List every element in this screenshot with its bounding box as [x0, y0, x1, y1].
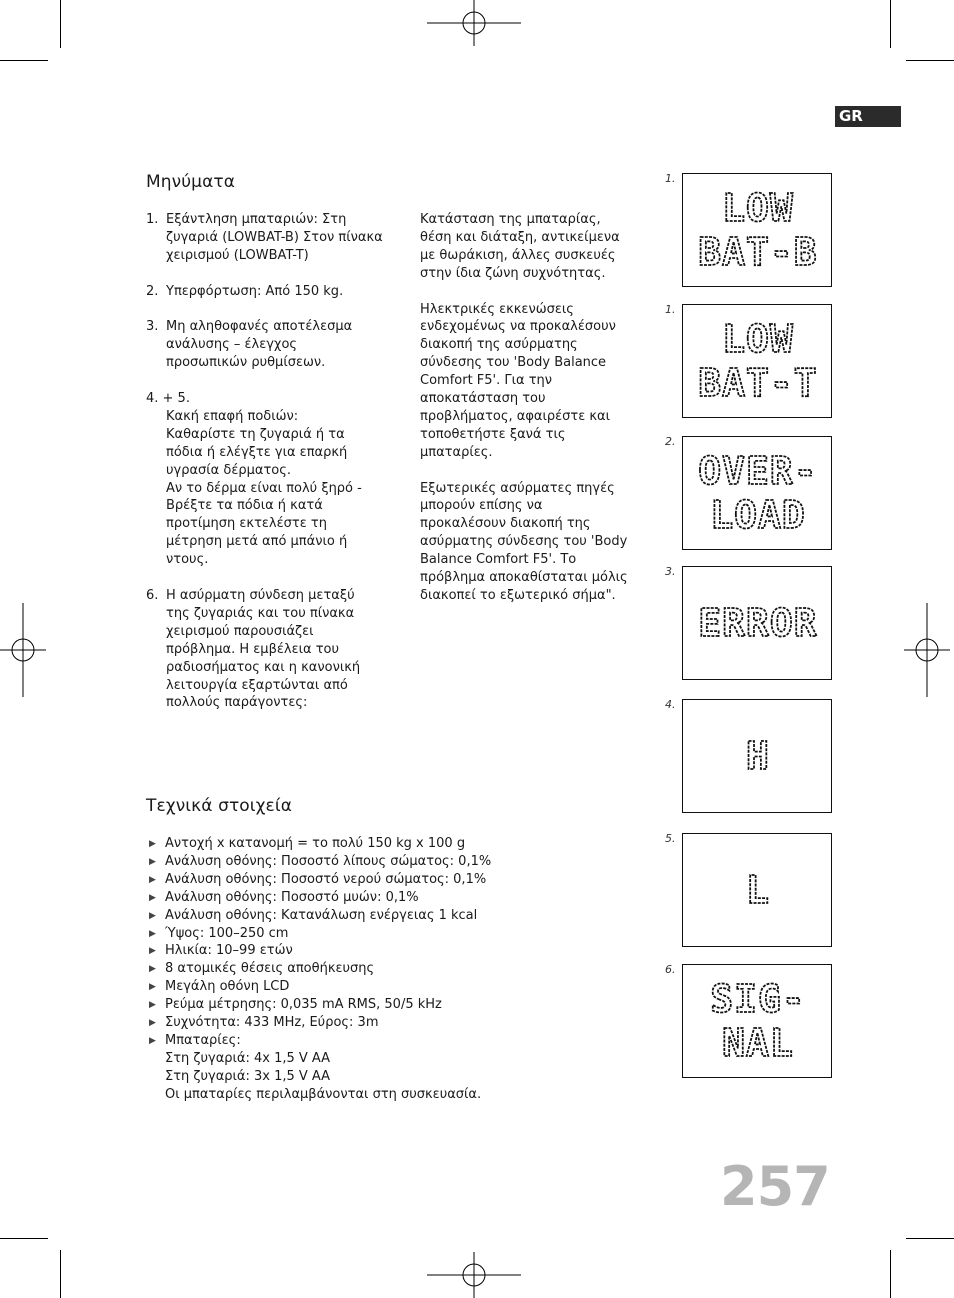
registration-mark-top — [427, 0, 521, 46]
text-line: προτίμηση εκτελέστε τη — [166, 516, 327, 532]
lcd-text-line: ERROR — [698, 601, 818, 646]
lcd-text — [683, 567, 833, 681]
crop-mark — [906, 60, 954, 61]
lcd-text — [683, 700, 833, 814]
spec-item — [146, 1032, 646, 1104]
lcd-text-line: NAL — [722, 1021, 794, 1066]
section-title-specs: Τεχνικά στοιχεία — [146, 796, 293, 816]
arrow-bullet-icon: ▶ — [149, 1018, 156, 1029]
lcd-text — [683, 437, 833, 551]
text-line: ενδεχομένως να προκαλέσουν — [420, 319, 616, 335]
lcd-text — [683, 174, 833, 288]
text-line: λειτουργία εξαρτώνται από — [166, 677, 348, 693]
text-line: ασύρματης σύνδεσης του 'Body — [420, 534, 628, 550]
paragraph — [420, 480, 660, 605]
text-line: Ανάλυση οθόνης: Ποσοστό λίπους σώματος: 0,1% — [165, 853, 492, 869]
text-line: προσωπικών ρυθμίσεων. — [166, 355, 326, 371]
language-badge: GR — [835, 106, 901, 127]
text-line: Εξάντληση μπαταριών: Στη — [166, 212, 347, 227]
spec-item — [146, 907, 646, 925]
crop-mark — [60, 0, 61, 48]
spec-item — [146, 996, 646, 1014]
spec-item — [146, 889, 646, 907]
lcd-display — [682, 566, 832, 680]
text-line: Μπαταρίες: — [165, 1032, 241, 1048]
registration-mark-left — [0, 603, 46, 697]
arrow-bullet-icon: ▶ — [149, 856, 156, 867]
item-number: 6. — [146, 587, 159, 603]
arrow-bullet-icon: ▶ — [149, 1000, 156, 1011]
text-line: Ύψος: 100–250 cm — [165, 925, 289, 941]
crop-mark — [0, 60, 48, 61]
lcd-display — [682, 964, 832, 1078]
text-line: Ανάλυση οθόνης: Ποσοστό νερού σώματος: 0,1% — [165, 871, 487, 887]
crop-mark — [60, 1250, 61, 1298]
lcd-display — [682, 173, 832, 287]
message-item — [146, 283, 406, 301]
text-line: της ζυγαριάς και του πίνακα — [166, 605, 355, 621]
text-line: Ρεύμα μέτρησης: 0,035 mA RMS, 50/5 kHz — [165, 997, 442, 1013]
display-label: 5. — [665, 832, 676, 845]
page-number: 257 — [720, 1155, 830, 1218]
lcd-display — [682, 436, 832, 550]
lcd-text-line: BAT-T — [698, 361, 818, 406]
spec-item — [146, 978, 646, 996]
text-line: Μεγάλη οθόνη LCD — [165, 979, 290, 995]
spec-item — [146, 925, 646, 943]
item-number: 4. + 5. — [146, 391, 190, 407]
crop-mark — [906, 1238, 954, 1239]
arrow-bullet-icon: ▶ — [149, 946, 156, 957]
text-line: Μη αληθοφανές αποτέλεσμα — [166, 319, 353, 335]
lcd-text — [683, 965, 833, 1079]
crop-mark — [890, 1250, 891, 1298]
registration-mark-bottom — [427, 1252, 521, 1298]
text-line: Εξωτερικές ασύρματες πηγές — [420, 480, 615, 496]
text-line: χειρισμού (LOWBAT-T) — [166, 247, 309, 263]
section-title-messages: Μηνύματα — [146, 172, 236, 192]
display-label: 2. — [665, 435, 676, 448]
text-line: στην ίδια ζώνη συχνότητας. — [420, 265, 606, 281]
spec-item — [146, 853, 646, 871]
text-line: 8 ατομικές θέσεις αποθήκευσης — [165, 961, 375, 977]
text-line: διακοπεί το εξωτερικό σήμα". — [420, 588, 616, 603]
text-line: μπαταρίες. — [420, 444, 493, 460]
paragraph — [420, 301, 660, 462]
display-label: 1. — [665, 172, 676, 185]
spec-item — [146, 942, 646, 960]
lcd-text — [683, 305, 833, 419]
message-item — [146, 318, 406, 372]
text-line: Στη ζυγαριά: 4x 1,5 V AA — [165, 1050, 331, 1066]
text-line: πόδια ή ελέγξτε για επαρκή — [166, 444, 348, 460]
lcd-text-line: H — [746, 734, 770, 779]
text-line: υγρασία δέρματος. — [166, 462, 291, 478]
lcd-text-line: BAT-B — [698, 230, 818, 275]
arrow-bullet-icon: ▶ — [149, 892, 156, 903]
lcd-display — [682, 833, 832, 947]
display-label: 6. — [665, 963, 676, 976]
text-line: μέτρηση μετά από μπάνιο ή — [166, 534, 348, 550]
item-number: 1. — [146, 212, 159, 227]
text-line: αποκατάσταση του — [420, 391, 546, 407]
spec-item — [146, 871, 646, 889]
message-item — [146, 211, 406, 265]
text-line: Κακή επαφή ποδιών: — [166, 408, 299, 424]
text-line: χειρισμού παρουσιάζει — [166, 623, 314, 639]
text-line: Ηλικία: 10–99 ετών — [165, 943, 293, 959]
text-line: προβλήματος, αφαιρέστε και — [420, 408, 611, 424]
text-line: Συχνότητα: 433 MHz, Εύρος: 3m — [165, 1015, 379, 1031]
item-number: 3. — [146, 319, 159, 335]
text-line: πρόβλημα. Η εμβέλεια του — [166, 641, 340, 657]
text-line: Οι μπαταρίες περιλαμβάνονται στη συσκευασία. — [165, 1086, 482, 1102]
arrow-bullet-icon: ▶ — [149, 928, 156, 939]
lcd-text-line: OVER- — [698, 449, 818, 494]
lcd-display — [682, 304, 832, 418]
text-line: Κατάσταση της μπαταρίας, — [420, 212, 601, 227]
lcd-text-line: SIG- — [710, 977, 806, 1022]
text-line: Αντοχή x κατανομή = το πολύ 150 kg x 100 g — [165, 836, 466, 851]
text-line: πρόβλημα αποκαθίσταται μόλις — [420, 570, 628, 586]
text-line: ζυγαριά (LOWBAT-B) Στον πίνακα — [166, 229, 383, 245]
text-line: πολλούς παράγοντες: — [166, 695, 308, 711]
text-line: Ανάλυση οθόνης: Ποσοστό μυών: 0,1% — [165, 889, 419, 905]
crop-mark — [0, 1238, 48, 1239]
text-line: Balance Comfort F5'. Το — [420, 552, 577, 568]
spacer-line — [166, 390, 406, 408]
text-line: Ηλεκτρικές εκκενώσεις — [420, 301, 574, 317]
lcd-text — [683, 834, 833, 948]
arrow-bullet-icon: ▶ — [149, 982, 156, 993]
display-label: 1. — [665, 303, 676, 316]
text-line: σύνδεσης του 'Body Balance — [420, 355, 607, 371]
specs-list — [146, 835, 646, 1104]
arrow-bullet-icon: ▶ — [149, 910, 156, 921]
arrow-bullet-icon: ▶ — [149, 1035, 156, 1046]
text-line: διακοπή της ασύρματης — [420, 337, 578, 353]
text-line: Ανάλυση οθόνης: Κατανάλωση ενέργειας 1 kcal — [165, 907, 478, 923]
registration-mark-right — [904, 603, 950, 697]
lcd-display — [682, 699, 832, 813]
display-label: 3. — [665, 565, 676, 578]
text-line: Βρέξτε τα πόδια ή κατά — [166, 498, 323, 514]
lcd-text-line: LOW — [722, 186, 794, 231]
text-line: Αν το δέρμα είναι πολύ ξηρό - — [166, 480, 362, 496]
messages-column-2 — [420, 211, 660, 623]
lcd-text-line: LOAD — [710, 493, 806, 538]
lcd-text-line: LOW — [722, 317, 794, 362]
message-item — [146, 587, 406, 712]
spec-item — [146, 960, 646, 978]
arrow-bullet-icon: ▶ — [149, 964, 156, 975]
text-line: θέση και διάταξη, αντικείμενα — [420, 229, 620, 245]
text-line: Καθαρίστε τη ζυγαριά ή τα — [166, 426, 345, 442]
text-line: μπορούν επίσης να — [420, 498, 543, 514]
text-line: Η ασύρματη σύνδεση μεταξύ — [166, 587, 355, 603]
text-line: τοποθετήστε ξανά τις — [420, 426, 566, 442]
text-line: ανάλυσης – έλεγχος — [166, 337, 298, 353]
text-line: Στη ζυγαριά: 3x 1,5 V AA — [165, 1068, 331, 1084]
text-line: Υπερφόρτωση: Από 150 kg. — [166, 283, 344, 299]
spec-item — [146, 1014, 646, 1032]
text-line: με θωράκιση, άλλες συσκευές — [420, 247, 616, 263]
messages-column-1 — [146, 211, 406, 730]
spec-item — [146, 835, 646, 853]
display-label: 4. — [665, 698, 676, 711]
paragraph — [420, 211, 660, 283]
text-line: Comfort F5'. Για την — [420, 373, 553, 389]
message-item — [146, 390, 406, 569]
text-line: ντους. — [166, 552, 209, 568]
arrow-bullet-icon: ▶ — [149, 874, 156, 885]
crop-mark — [890, 0, 891, 48]
text-line: ραδιοσήματος και η κανονική — [166, 659, 361, 675]
lcd-text-line: L — [746, 868, 770, 913]
text-line: προκαλέσουν διακοπή της — [420, 516, 591, 532]
arrow-bullet-icon: ▶ — [149, 839, 156, 849]
item-number: 2. — [146, 283, 159, 299]
